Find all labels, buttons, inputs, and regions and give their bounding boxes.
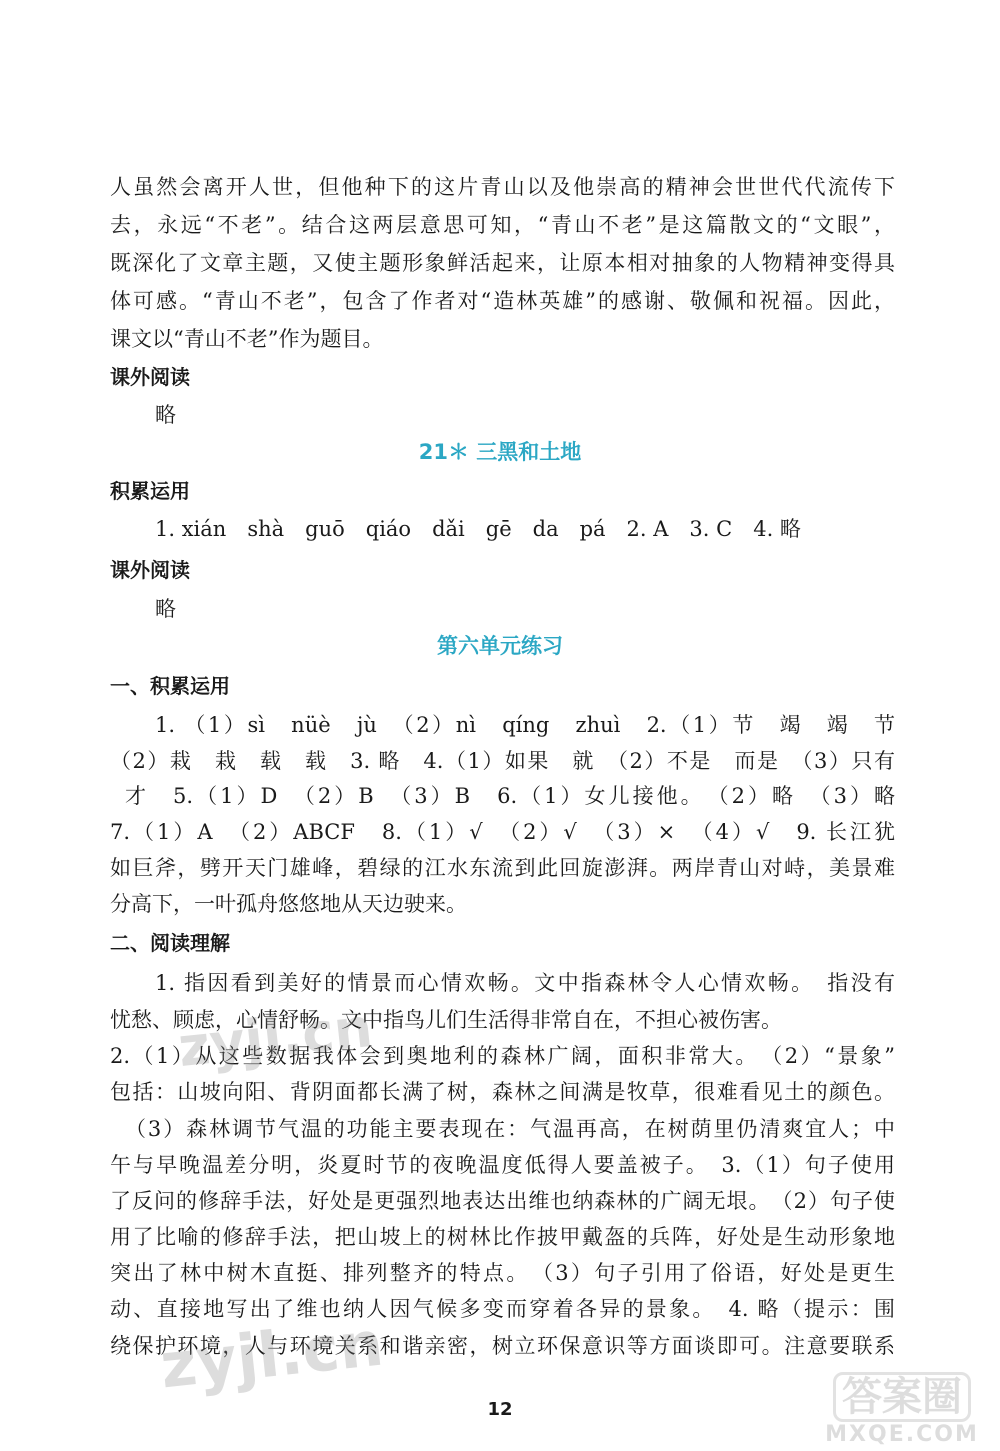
answer-line: 1. 指因看到美好的情景而心情欢畅。文中指森林令人心情欢畅。 指没有 (155, 971, 895, 995)
answer-line: 7.（1）A （2）ABCF 8.（1）√ （2）√ （3）× （4）√ 9. 长江犹 (110, 820, 895, 844)
answer-line: 2.（1）从这些数据我体会到奥地利的森林广阔，面积非常大。 （2）“景象” (110, 1044, 895, 1068)
paragraph-line: 去，永远“不老”。结合这两层意思可知，“青山不老”是这篇散文的“文眼”， (110, 213, 895, 237)
answer-line: 了反问的修辞手法，好处是更强烈地表达出维也纳森林的广阔无垠。 （2）句子使 (110, 1189, 895, 1213)
section-heading: 积累运用 (110, 479, 190, 503)
paragraph-line: 既深化了文章主题，又使主题形象鲜活起来，让原本相对抽象的人物精神变得具 (110, 251, 895, 275)
answer-text: 略 (155, 597, 176, 621)
answer-line: （2）栽 栽 载 载 3. 略 4.（1）如果 就 （2）不是 而是 （3）只有 (110, 749, 895, 773)
answer-line: 忧愁、顾虑，心情舒畅。文中指鸟儿们生活得非常自在，不担心被伤害。 (110, 1008, 782, 1032)
watermark-logo-subtext: MXQE.COM (825, 1422, 979, 1447)
section-heading: 课外阅读 (110, 365, 190, 389)
paragraph-line: 人虽然会离开人世，但他种下的这片青山以及他崇高的精神会世世代代流传下 (110, 175, 895, 199)
unit-title: 第六单元练习 (437, 634, 563, 658)
paragraph-line: 体可感。“青山不老”，包含了作者对“造林英雄”的感谢、敬佩和祝福。因此， (110, 289, 895, 313)
section-heading: 二、阅读理解 (110, 931, 230, 955)
answer-line: 如巨斧，劈开天门雄峰，碧绿的江水东流到此回旋澎湃。两岸青山对峙，美景难 (110, 856, 895, 880)
answer-line: 午与早晚温差分明，炎夏时节的夜晚温度低得人要盖被子。 3.（1）句子使用 (110, 1153, 895, 1177)
section-heading: 一、积累运用 (110, 674, 230, 698)
answer-line: 1. （1）sì nüè jù （2）nì qíng zhuì 2.（1）节 竭 竭 节 (155, 713, 895, 737)
answer-line: 用了比喻的修辞手法，把山坡上的树林比作披甲戴盔的兵阵，好处是生动形象地 (110, 1225, 895, 1249)
watermark-logo-text: 答案圈 (833, 1372, 971, 1422)
answer-text: 略 (155, 403, 176, 427)
answer-line: （3）森林调节气温的功能主要表现在：气温再高，在树荫里仍清爽宜人；中 (125, 1117, 895, 1141)
section-heading: 课外阅读 (110, 558, 190, 582)
answer-line: 绕保护环境，人与环境关系和谐亲密，树立环保意识等方面谈即可。注意要联系 (110, 1334, 895, 1358)
watermark-text: zyjl.cn (175, 996, 376, 1079)
watermark-text: zyjl.cn (156, 1306, 387, 1403)
answer-line: 突出了林中树木直挺、排列整齐的特点。 （3）句子引用了俗语，好处是更生 (110, 1261, 895, 1285)
answer-line: 动、直接地写出了维也纳人因气候多变而穿着各异的景象。 4. 略（提示：围 (110, 1297, 895, 1321)
lesson-title: 21＊ 三黑和土地 (418, 440, 582, 464)
paragraph-line: 课文以“青山不老”作为题目。 (110, 327, 384, 351)
page-number: 12 (487, 1399, 513, 1420)
answer-line: 包括：山坡向阳、背阴面都长满了树，森林之间满是牧草，很难看见土的颜色。 (110, 1080, 895, 1104)
answer-text: 1. xián shà guō qiáo dǎi gē da pá 2. A 3. C 4. 略 (155, 517, 801, 541)
answer-line: 分高下，一叶孤舟悠悠地从天边驶来。 (110, 892, 467, 916)
answer-line: 才 5.（1）D （2）B （3）B 6.（1）女儿接他。 （2）略 （3）略 (125, 784, 895, 808)
